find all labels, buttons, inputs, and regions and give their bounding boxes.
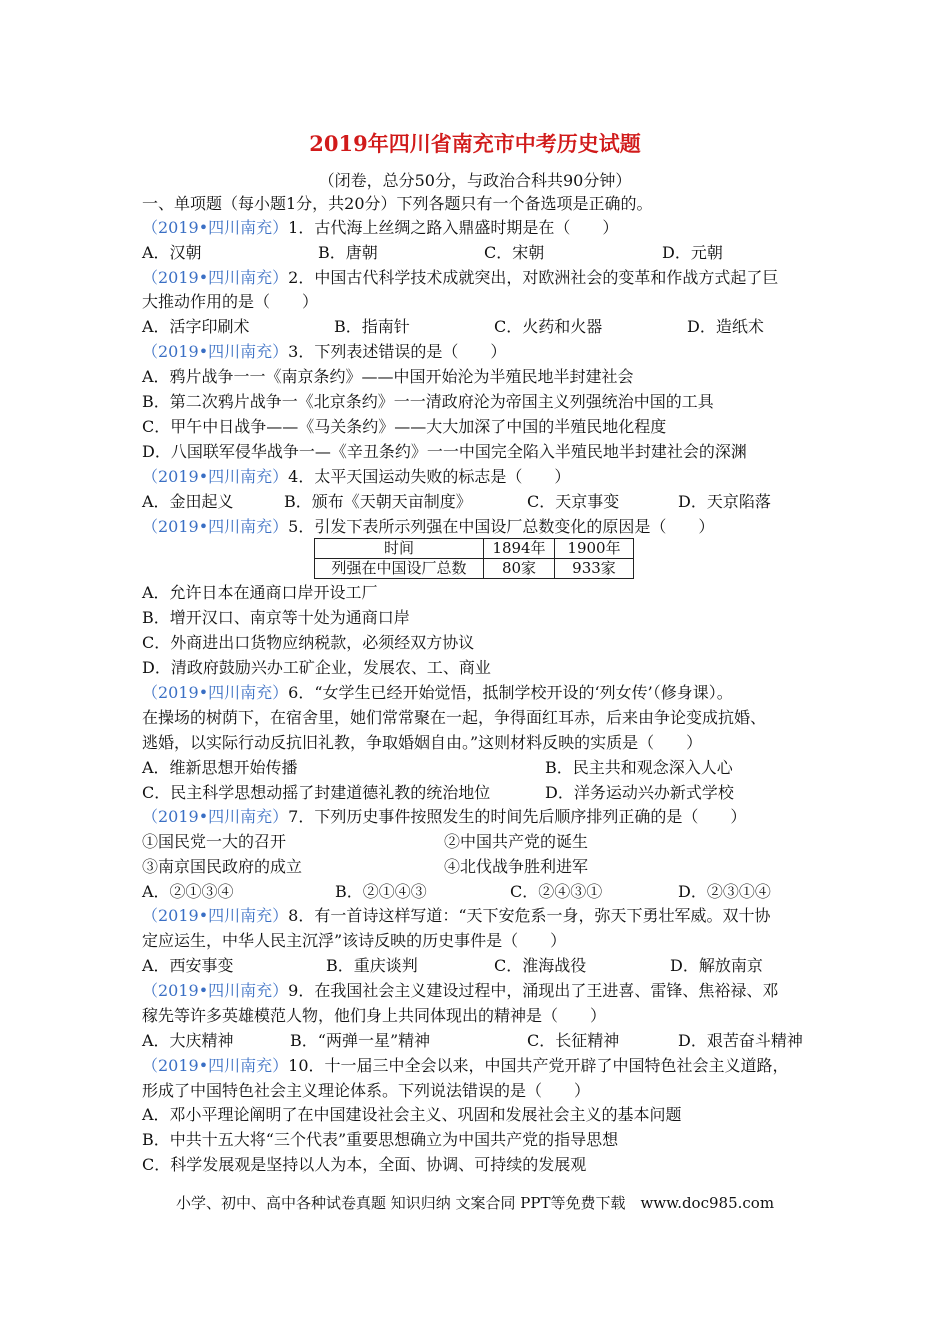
- option-c: C．宋朝: [484, 243, 545, 262]
- option-c: C．甲午中日战争——《马关条约》——大大加深了中国的半殖民地化程度: [142, 417, 667, 436]
- option-b: B．颁布《天朝天亩制度》: [284, 492, 472, 511]
- option-d: D．洋务运动兴办新式学校: [545, 783, 734, 802]
- option-c: C．长征精神: [527, 1031, 620, 1050]
- option-b: B．②①④③: [335, 882, 427, 901]
- table-cell: 列强在中国设厂总数: [315, 559, 484, 579]
- option-d: D．②③①④: [678, 882, 771, 901]
- table-header-cell: 1900年: [555, 539, 634, 559]
- page-subtitle: （闭卷，总分50分，与政治合科共90分钟）: [318, 171, 632, 190]
- question-stem: 9．在我国社会主义建设过程中，涌现出了王进喜、雷锋、焦裕禄、邓: [288, 981, 779, 1000]
- event-3: ③南京国民政府的成立: [142, 857, 303, 876]
- section-header: 一、单项题（每小题1分，共20分）下列各题只有一个备选项是正确的。: [142, 194, 653, 213]
- factory-count-table: [314, 538, 634, 579]
- question-stem: 6．“女学生已经开始觉悟，抵制学校开设的‘列女传’（修身课）。: [288, 683, 733, 702]
- option-b: B．指南针: [334, 317, 410, 336]
- question-10-stem-cont: 形成了中国特色社会主义理论体系。下列说法错误的是（ ）: [142, 1081, 591, 1100]
- question-source: （2019•四川南充）: [142, 981, 289, 1000]
- table-cell: 933家: [555, 559, 634, 579]
- question-4-options: [142, 491, 842, 513]
- option-a: A．②①③④: [142, 882, 234, 901]
- page-title: 2019年四川省南充市中考历史试题: [309, 131, 641, 156]
- option-c: C．民主科学思想动摇了封建道德礼教的统治地位: [142, 783, 491, 802]
- question-source: （2019•四川南充）: [142, 807, 289, 826]
- question-stem: 3．下列表述错误的是（ ）: [288, 342, 507, 361]
- option-a: A．西安事变: [142, 956, 234, 975]
- option-b: B．增开汉口、南京等十处为通商口岸: [142, 608, 410, 627]
- question-source: （2019•四川南充）: [142, 467, 289, 486]
- table-header-cell: 时间: [315, 539, 484, 559]
- question-2-stem-cont: 大推动作用的是（ ）: [142, 292, 319, 311]
- table-header-cell: 1894年: [484, 539, 555, 559]
- question-2-options: [142, 316, 842, 338]
- option-a: A．维新思想开始传播: [142, 758, 298, 777]
- question-9-stem-cont: 稼先等许多英雄模范人物，他们身上共同体现出的精神是（ ）: [142, 1006, 607, 1025]
- question-6-stem-cont: 逃婚，以实际行动反抗旧礼教，争取婚姻自由。”这则材料反映的实质是（ ）: [142, 733, 703, 752]
- option-d: D．解放南京: [670, 956, 763, 975]
- question-10: [142, 1055, 789, 1077]
- question-source: （2019•四川南充）: [142, 906, 289, 925]
- option-a: A．邓小平理论阐明了在中国建设社会主义、巩固和发展社会主义的基本问题: [142, 1105, 682, 1124]
- question-2: [142, 267, 778, 289]
- question-8-stem-cont: 定应运生，中华人民主沉浮”该诗反映的历史事件是（ ）: [142, 931, 567, 950]
- option-a: A．鸦片战争一一《南京条约》——中国开始沦为半殖民地半封建社会: [142, 367, 634, 386]
- question-stem: 5．引发下表所示列强在中国设厂总数变化的原因是（ ）: [288, 517, 715, 536]
- question-stem: 1．古代海上丝绸之路入鼎盛时期是在（ ）: [288, 218, 619, 237]
- question-stem: 2．中国古代科学技术成就突出，对欧洲社会的变革和作战方式起了巨: [288, 268, 779, 287]
- question-source: （2019•四川南充）: [142, 342, 289, 361]
- option-a: A．大庆精神: [142, 1031, 234, 1050]
- option-c: C．火药和火器: [494, 317, 603, 336]
- option-d: D．清政府鼓励兴办工矿企业，发展农、工、商业: [142, 658, 491, 677]
- event-4: ④北伐战争胜利进军: [444, 857, 589, 876]
- table-row: [315, 539, 634, 559]
- question-source: （2019•四川南充）: [142, 517, 289, 536]
- event-2: ②中国共产党的诞生: [444, 832, 589, 851]
- option-b: B．民主共和观念深入人心: [545, 758, 733, 777]
- question-stem: 8．有一首诗这样写道：“天下安危系一身，弥天下勇壮军威。双十协: [288, 906, 771, 925]
- option-d: D．艰苦奋斗精神: [678, 1031, 803, 1050]
- option-d: D．天京陷落: [678, 492, 771, 511]
- question-6-options-row1: [142, 757, 842, 779]
- question-7-options: [142, 881, 842, 903]
- question-8-options: [142, 955, 842, 977]
- option-a: A．活字印刷术: [142, 317, 250, 336]
- option-c: C．②④③①: [510, 882, 603, 901]
- question-source: （2019•四川南充）: [142, 268, 289, 287]
- option-c: C．天京事变: [527, 492, 620, 511]
- question-5: [142, 516, 714, 538]
- question-9-options: [142, 1030, 842, 1052]
- page-footer: 小学、初中、高中各种试卷真题 知识归纳 文案合同 PPT等免费下载 www.doc985.com: [175, 1194, 775, 1212]
- option-c: C．外商进出口货物应纳税款，必须经双方协议: [142, 633, 475, 652]
- table-cell: 80家: [484, 559, 555, 579]
- question-7: [142, 806, 746, 828]
- option-b: B．重庆谈判: [326, 956, 418, 975]
- question-7-events-row2: [142, 856, 842, 878]
- question-6-stem-cont: 在操场的树荫下，在宿舍里，她们常常聚在一起，争得面红耳赤，后来由争论变成抗婚、: [142, 708, 767, 727]
- option-b: B．中共十五大将“三个代表”重要思想确立为中国共产党的指导思想: [142, 1130, 619, 1149]
- option-c: C．科学发展观是坚持以人为本，全面、协调、可持续的发展观: [142, 1155, 587, 1174]
- option-a: A．汉朝: [142, 243, 202, 262]
- question-3: [142, 341, 506, 363]
- question-source: （2019•四川南充）: [142, 1056, 289, 1075]
- option-d: D．造纸术: [687, 317, 764, 336]
- question-stem: 7．下列历史事件按照发生的时间先后顺序排列正确的是（ ）: [288, 807, 747, 826]
- question-stem: 10．十一届三中全会以来，中国共产党开辟了中国特色社会主义道路，: [288, 1056, 789, 1075]
- option-b: B．唐朝: [318, 243, 378, 262]
- option-b: B．第二次鸦片战争一《北京条约》一一清政府沦为帝国主义列强统治中国的工具: [142, 392, 714, 411]
- option-c: C．淮海战役: [494, 956, 587, 975]
- question-6: [142, 682, 733, 704]
- event-1: ①国民党一大的召开: [142, 832, 287, 851]
- question-stem: 4．太平天国运动失败的标志是（ ）: [288, 467, 571, 486]
- question-source: （2019•四川南充）: [142, 683, 289, 702]
- option-d: D．元朝: [662, 243, 723, 262]
- question-source: （2019•四川南充）: [142, 218, 289, 237]
- question-7-events-row1: [142, 831, 842, 853]
- option-a: A．金田起义: [142, 492, 234, 511]
- question-1: [142, 217, 618, 239]
- option-a: A．允许日本在通商口岸开设工厂: [142, 583, 378, 602]
- question-1-options: [142, 242, 842, 264]
- question-4: [142, 466, 570, 488]
- option-d: D．八国联军侵华战争一—《辛丑条约》一一中国完全陷入半殖民地半封建社会的深渊: [142, 442, 747, 461]
- option-b: B．“两弹一星”精神: [290, 1031, 431, 1050]
- table-row: [315, 559, 634, 579]
- question-8: [142, 905, 771, 927]
- question-9: [142, 980, 778, 1002]
- question-6-options-row2: [142, 782, 842, 804]
